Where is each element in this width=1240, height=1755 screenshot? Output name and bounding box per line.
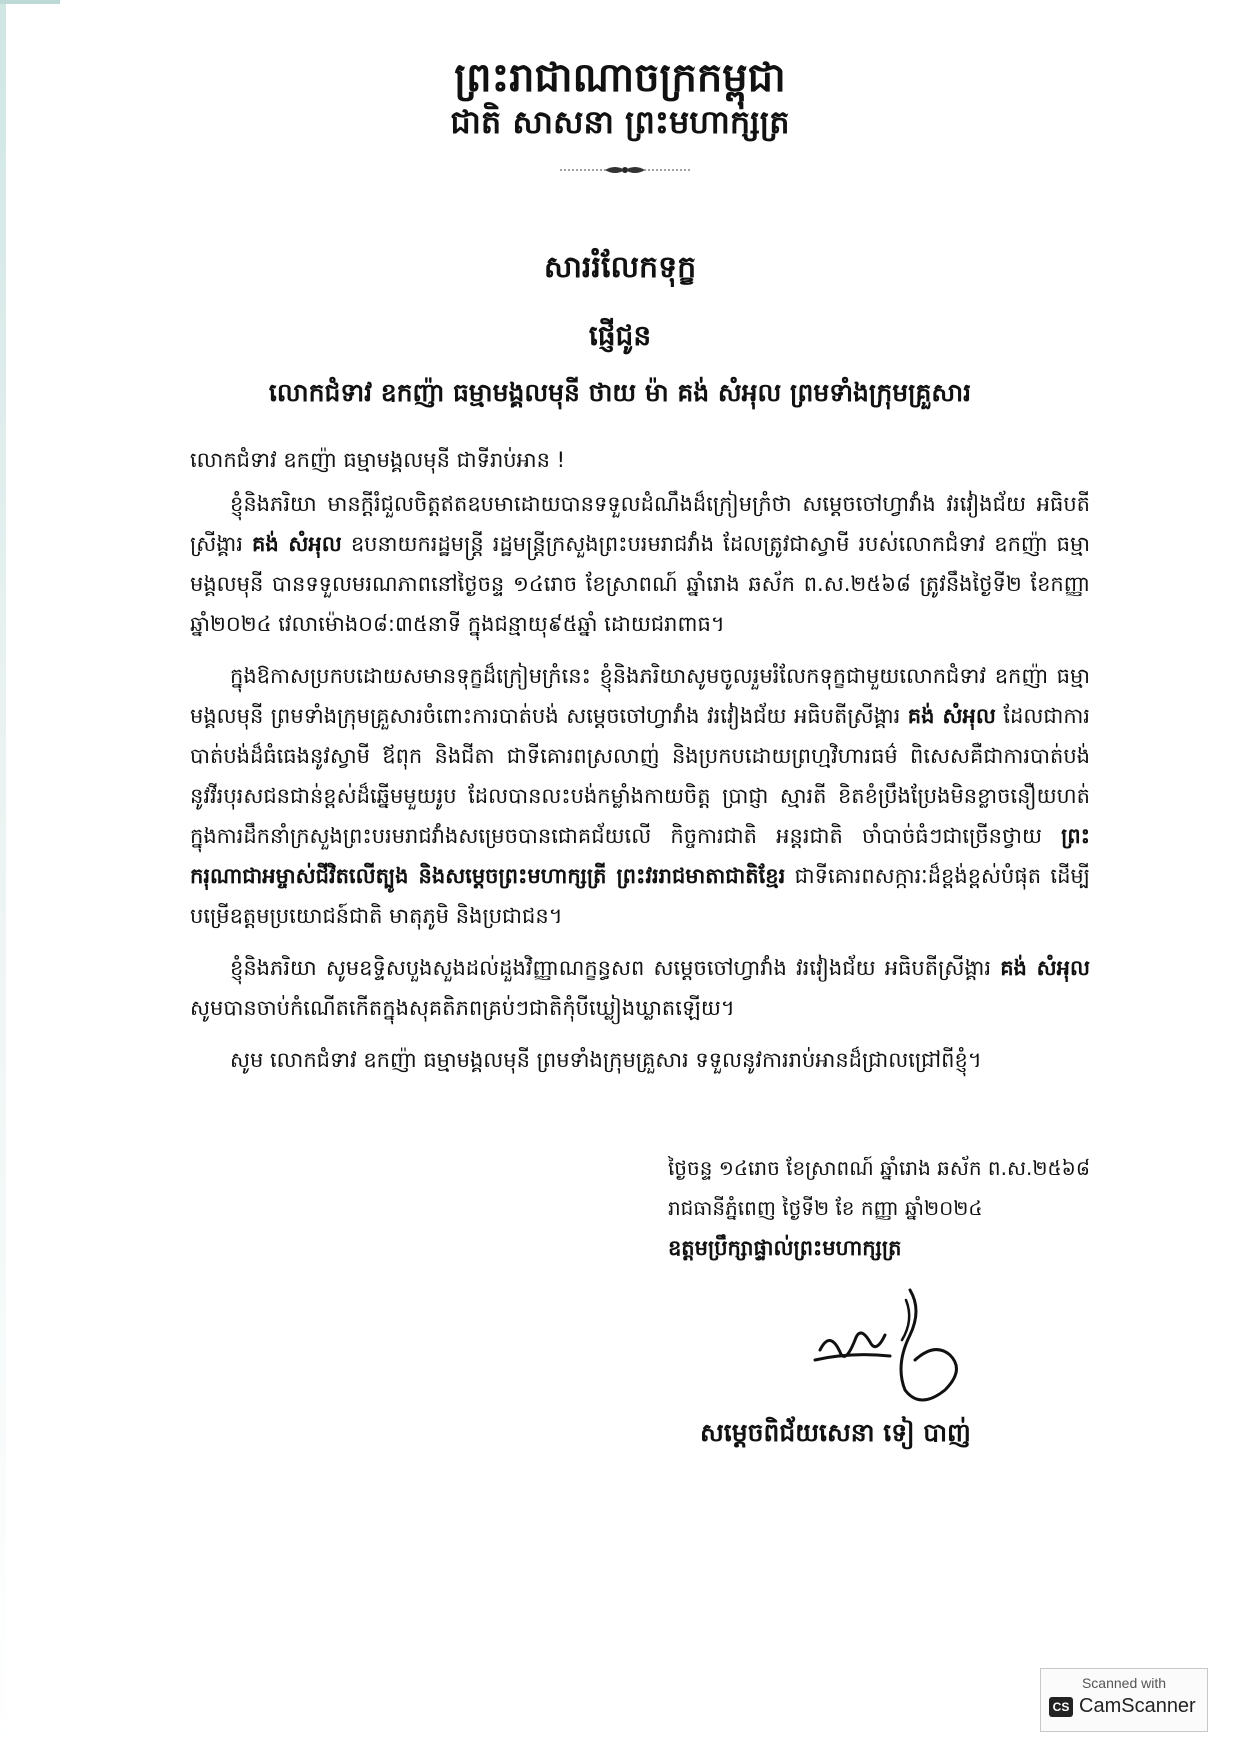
deceased-name: គង់ សំអុល — [252, 532, 342, 556]
recipient-line: លោកជំទាវ ឧកញ៉ា ធម្មាមង្គលមុនី ថាយ ម៉ា គង់ សំអុល ព្រមទាំងក្រុមគ្រួសារ — [268, 378, 972, 407]
paragraph-1 — [190, 484, 1090, 644]
paragraph-1-rest: ឧបនាយករដ្ឋមន្ត្រី រដ្ឋមន្ត្រីក្រសួងព្រះបរមរាជវាំង ដែលត្រូវជាស្វាមី របស់លោកជំទាវ ឧកញ៉ា ធម្មាមង្គលមុនី បានទទួលមរណភាពនៅថ្ងៃចន្ទ ១៤រោច ខែស្រាពណ៍ ឆ្នាំរោង ឆស័ក ព.ស.២៥៦៨ ត្រូវនឹងថ្ងៃទី២ ខែកញ្ញា ឆ្នាំ២០២៤ វេលាម៉ោង០៨:៣៥នាទី ក្នុងជន្មាយុ៩៥ឆ្នាំ ដោយជរាពាធ។ — [190, 532, 1090, 636]
watermark-caption: Scanned with — [1081, 1675, 1167, 1691]
lunar-date: ថ្ងៃចន្ទ ១៤រោច ខែស្រាពណ៍ ឆ្នាំរោង ឆស័ក ព.ស.២៥៦៨ — [667, 1156, 1090, 1180]
send-to-label: ផ្ញើជូន — [588, 319, 652, 352]
salutation: លោកជំទាវ ឧកញ៉ា ធម្មាមង្គលមុនី ជាទីរាប់អាន ! — [190, 448, 566, 472]
national-motto: ជាតិ សាសនា ព្រះមហាក្សត្រ — [450, 103, 790, 141]
paragraph-3 — [190, 948, 1090, 1028]
deceased-name: គង់ សំអុល — [907, 704, 996, 728]
letter-title: សាររំលែកទុក្ខ — [543, 250, 697, 285]
scan-edge-top — [0, 0, 60, 4]
watermark-brand-name: CamScanner — [1079, 1695, 1196, 1717]
paragraph-4: សូម លោកជំទាវ ឧកញ៉ា ធម្មាមង្គលមុនី ព្រមទាំងក្រុមគ្រួសារ ទទួលនូវការរាប់អានដ៏ជ្រាលជ្រៅពីខ្ញុំ។ — [230, 1048, 982, 1072]
letter-body — [190, 440, 1090, 1092]
handwritten-signature — [810, 1280, 980, 1420]
signer-name: សម្តេចពិជ័យសេនា ទៀ បាញ់ — [700, 1418, 971, 1447]
camscanner-watermark — [1040, 1668, 1208, 1732]
paragraph-2-text: ក្នុងឱកាសប្រកបដោយសមានទុក្ខដ៏ក្រៀមក្រំនេះ ខ្ញុំនិងភរិយាសូមចូលរួមរំលែកទុក្ខជាមួយលោកជំទាវ ឧកញ៉ា ធម្មាមង្គលមុនី ព្រមទាំងក្រុមគ្រួសារចំពោះការបាត់បង់ សម្តេចចៅហ្វាវាំង វរវៀងជ័យ អធិបតីស្រីង្គារ — [190, 664, 1090, 728]
ornament-divider — [560, 162, 690, 178]
paragraph-3-text: ខ្ញុំនិងភរិយា សូមឧទ្ទិសបួងសួងដល់ដួងវិញ្ញាណក្ខន្ធសព សម្តេចចៅហ្វាវាំង វរវៀងជ័យ អធិបតីស្រីង្គារ — [230, 956, 991, 980]
closing-block — [668, 1148, 1090, 1268]
paragraph-2-mid: ដែលជាការបាត់បង់ដ៏ធំធេងនូវស្វាមី ឪពុក និងជីតា ជាទីគោរពស្រលាញ់ និងប្រកបដោយព្រហ្មវិហារធម៌ ពិសេសគឺជាការបាត់បង់នូវវីរបុរសជនជាន់ខ្ពស់ដ៏ឆ្នើមមួយរូប ដែលបានលះបង់កម្លាំងកាយចិត្ត ប្រាជ្ញា ស្មារតី ខិតខំប្រឹងប្រែងមិនខ្លាចនឿយហត់ក្នុងការដឹកនាំក្រសួងព្រះបរមរាជវាំងសម្រេចបានជោគជ័យលើ កិច្ចការជាតិ អន្តរជាតិ ចាំបាច់ធំៗជាច្រើនថ្វាយ — [190, 704, 1090, 848]
watermark-brand — [1049, 1695, 1199, 1718]
paragraph-2 — [190, 656, 1090, 936]
paragraph-3-end: សូមបានចាប់កំណើតកើតក្នុងសុគតិភពគ្រប់ៗជាតិកុំបីឃ្លៀងឃ្លាតឡើយ។ — [190, 996, 735, 1020]
place-date: រាជធានីភ្នំពេញ ថ្ងៃទី២ ខែ កញ្ញា ឆ្នាំ២០២៤ — [667, 1196, 983, 1220]
kingdom-heading: ព្រះរាជាណាចក្រកម្ពុជា — [454, 55, 786, 101]
deceased-name: គង់ សំអុល — [1000, 956, 1091, 980]
paragraph-1-text: ខ្ញុំនិងភរិយា មានក្តីរំជួលចិត្តឥតឧបមាដោយបានទទួលដំណឹងដ៏ក្រៀមក្រំថា សម្តេចចៅហ្វាវាំង វរវៀងជ័យ អធិបតីស្រីង្គារ — [190, 492, 1090, 556]
royal-titles: ព្រះករុណាជាអម្ចាស់ជីវិតលើត្បូង និងសម្តេចព្រះមហាក្សត្រី ព្រះវររាជមាតាជាតិខ្មែរ — [190, 824, 1090, 888]
signer-title: ឧត្តមប្រឹក្សាផ្ទាល់ព្រះមហាក្សត្រ — [667, 1236, 902, 1260]
paragraph-2-end: ជាទីគោរពសក្ការៈដ៏ខ្ពង់ខ្ពស់បំផុត ដើម្បីបម្រើឧត្តមប្រយោជន៍ជាតិ មាតុភូមិ និងប្រជាជន។ — [190, 864, 1090, 928]
camscanner-logo-icon: CS — [1049, 1697, 1073, 1717]
